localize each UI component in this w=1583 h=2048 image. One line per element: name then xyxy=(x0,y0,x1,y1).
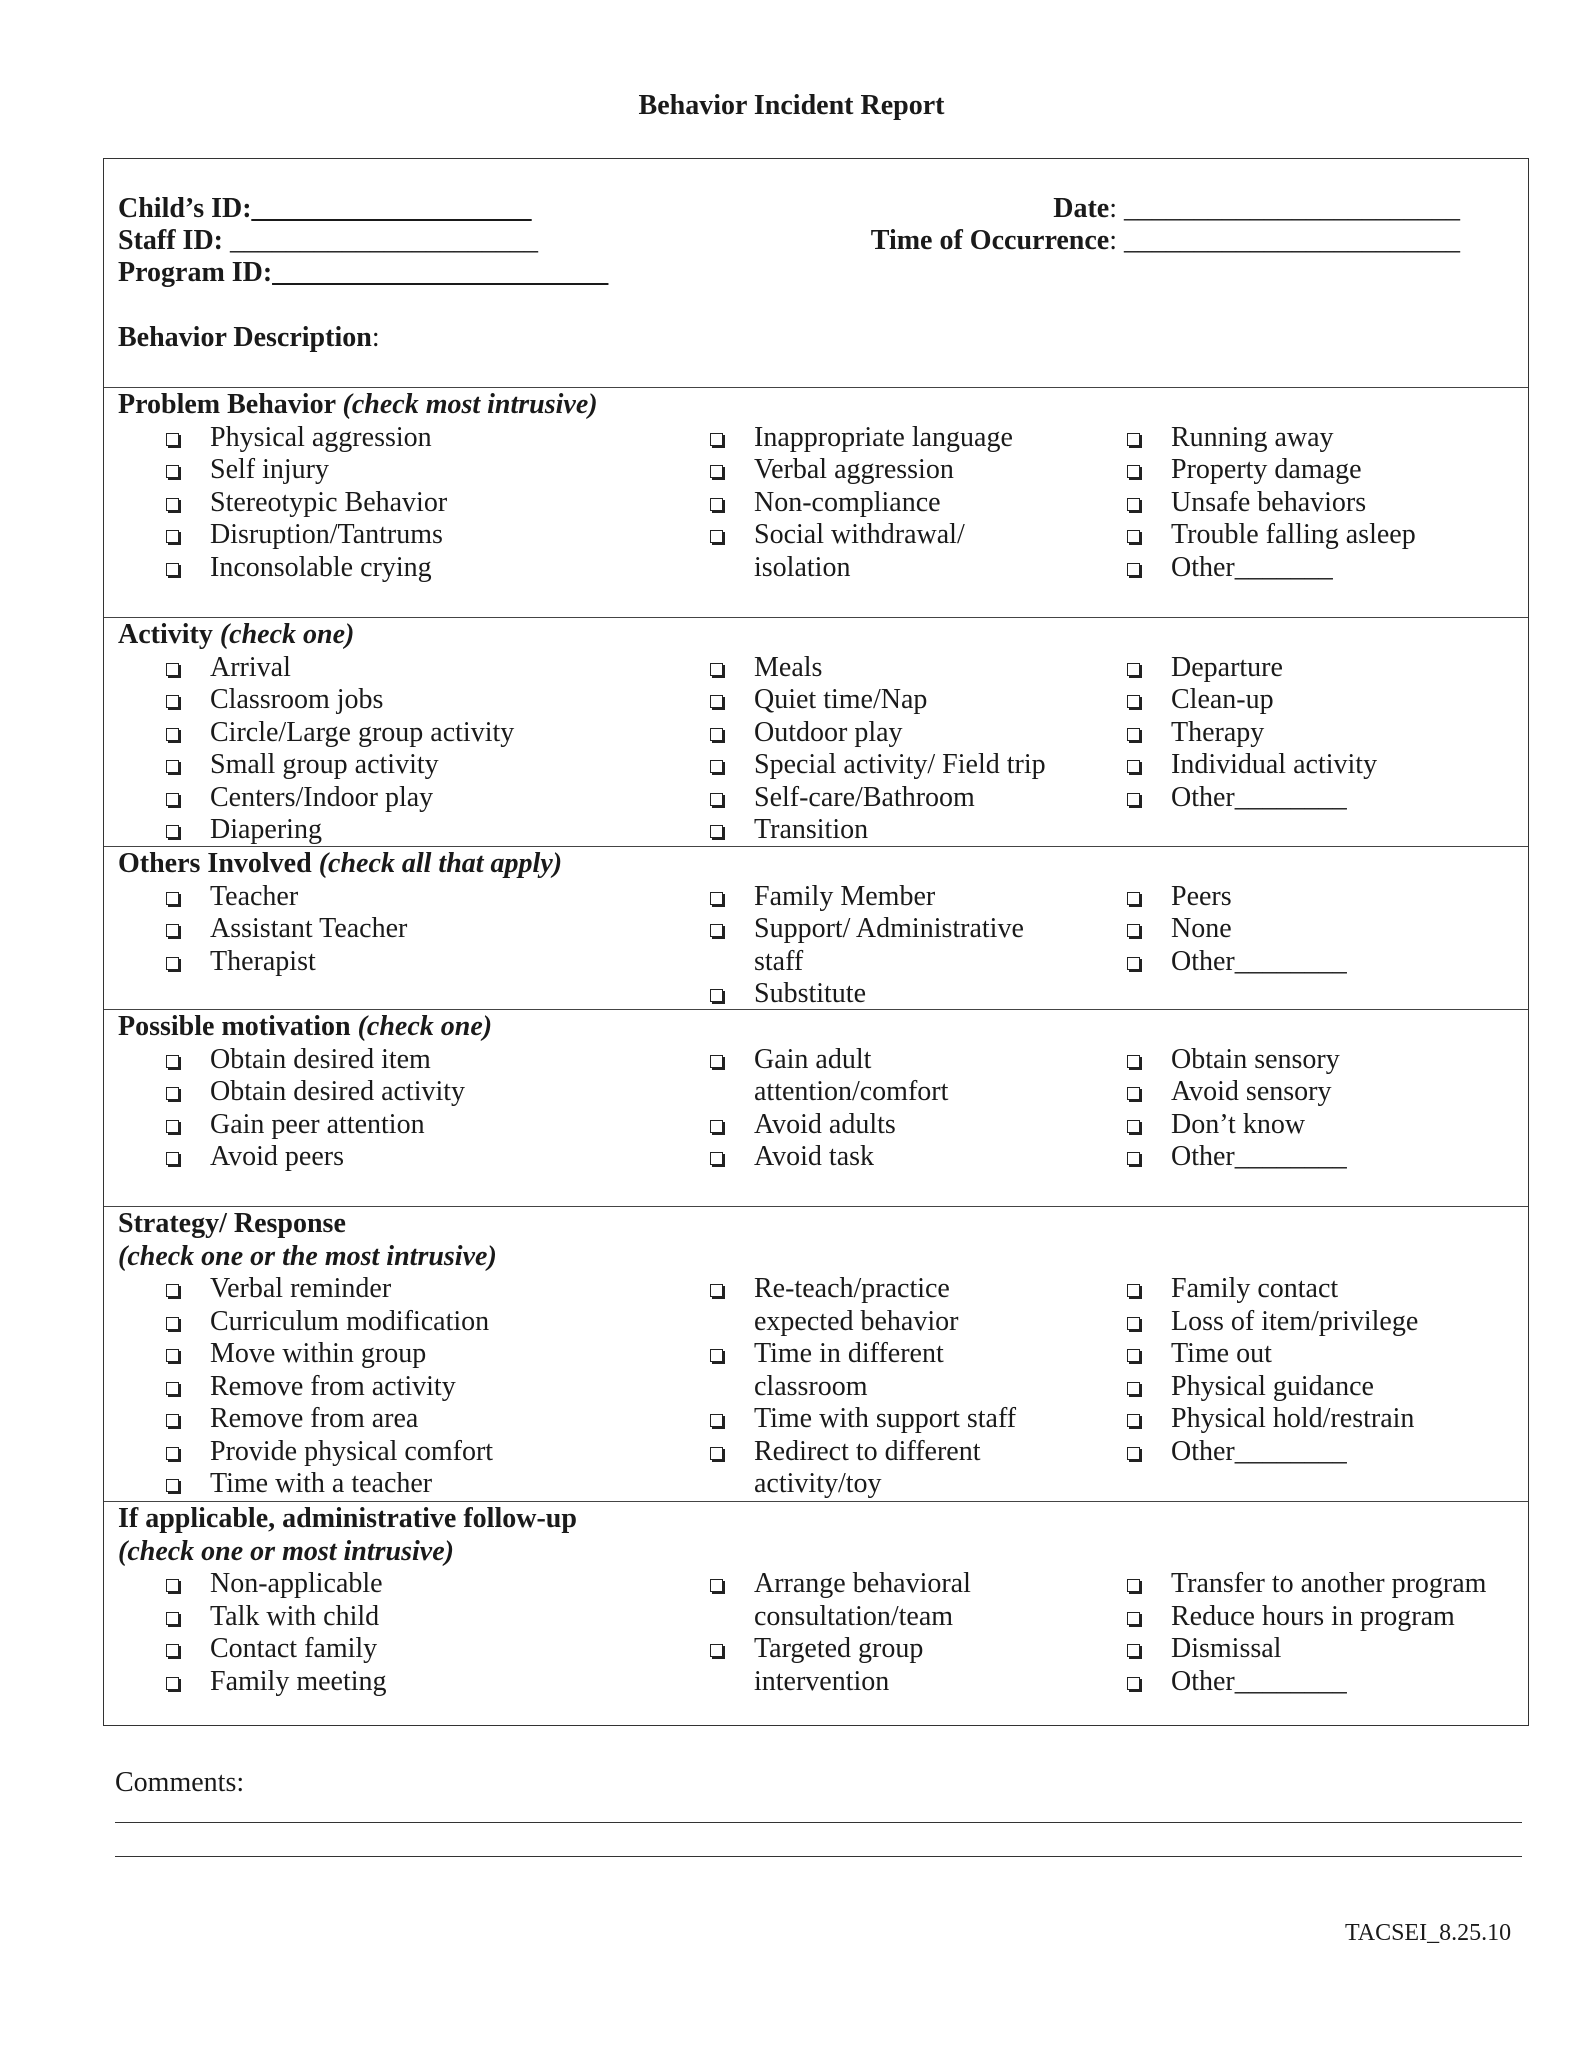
option-label: Quiet time/Nap xyxy=(754,684,928,715)
checkbox[interactable] xyxy=(166,1349,179,1362)
option-label: Redirect to different xyxy=(754,1435,981,1467)
checkbox[interactable] xyxy=(166,1317,179,1330)
page-title: Behavior Incident Report xyxy=(638,90,945,121)
child-id-field[interactable]: Child’s ID:____________________ xyxy=(118,193,532,224)
option-label: Other________ xyxy=(1171,781,1347,813)
checkbox[interactable] xyxy=(710,892,723,905)
option-label: Circle/Large group activity xyxy=(210,716,515,748)
date-label: Date xyxy=(1053,193,1110,224)
checkbox[interactable] xyxy=(166,892,179,905)
others-involved-title: Others Involved xyxy=(118,848,319,879)
option-label: Special activity/ Field trip xyxy=(754,749,1046,780)
staff-id-blank[interactable]: ______________________ xyxy=(223,225,538,256)
section-divider xyxy=(104,1501,1528,1502)
option-label: Unsafe behaviors xyxy=(1171,486,1367,518)
checkbox[interactable] xyxy=(1127,465,1140,478)
checkbox[interactable] xyxy=(1127,728,1140,741)
checkbox[interactable] xyxy=(166,728,179,741)
option-label: Avoid peers xyxy=(210,1141,344,1172)
checkbox[interactable] xyxy=(166,663,179,676)
option-label: Diapering xyxy=(210,814,322,845)
option-label: Transfer to another program xyxy=(1171,1568,1487,1599)
checkbox[interactable] xyxy=(166,825,179,838)
checkbox[interactable] xyxy=(710,989,723,1002)
admin-follow-up-instruction: (check one or most intrusive) xyxy=(118,1535,454,1567)
checkbox[interactable] xyxy=(1127,1677,1140,1690)
checkbox[interactable] xyxy=(710,465,723,478)
option-label: Remove from activity xyxy=(210,1370,456,1402)
checkbox[interactable] xyxy=(166,530,179,543)
option-label: Substitute xyxy=(754,978,867,1009)
checkbox[interactable] xyxy=(166,498,179,511)
checkbox[interactable] xyxy=(1127,1382,1140,1395)
option-label: Property damage xyxy=(1171,454,1362,485)
program-id-field[interactable]: Program ID:________________________ xyxy=(118,257,609,288)
checkbox[interactable] xyxy=(1127,793,1140,806)
checkbox[interactable] xyxy=(1127,892,1140,905)
others-involved-heading xyxy=(118,848,562,880)
admin-follow-up-title: If applicable, administrative follow-up xyxy=(118,1503,577,1534)
option-label: Time in different xyxy=(754,1338,944,1369)
option-label: Non-compliance xyxy=(754,486,941,518)
option-label: Therapist xyxy=(210,945,316,977)
option-label: Other________ xyxy=(1171,1435,1347,1467)
option-label-continued: consultation/team xyxy=(754,1600,954,1632)
section-divider xyxy=(104,846,1528,847)
possible-motivation-heading xyxy=(118,1011,492,1043)
checkbox[interactable] xyxy=(1127,695,1140,708)
option-label: Physical guidance xyxy=(1171,1370,1374,1402)
checkbox[interactable] xyxy=(710,793,723,806)
section-divider xyxy=(104,387,1528,388)
option-label: Other________ xyxy=(1171,945,1347,977)
checkbox[interactable] xyxy=(166,1055,179,1068)
time-label: Time of Occurrence xyxy=(870,225,1110,256)
checkbox[interactable] xyxy=(1127,1152,1140,1165)
staff-id-label: Staff ID: xyxy=(118,225,223,256)
option-label-continued: attention/comfort xyxy=(754,1076,949,1107)
checkbox[interactable] xyxy=(1127,563,1140,576)
option-label: Stereotypic Behavior xyxy=(210,486,448,518)
option-label: Assistant Teacher xyxy=(210,913,408,944)
option-label: Obtain desired activity xyxy=(210,1076,466,1107)
option-label: Other________ xyxy=(1171,1665,1347,1697)
problem-behavior-instruction: (check most intrusive) xyxy=(342,389,598,420)
checkbox[interactable] xyxy=(166,465,179,478)
checkbox[interactable] xyxy=(710,498,723,511)
behavior-description-field[interactable] xyxy=(118,322,380,354)
checkbox[interactable] xyxy=(1127,760,1140,773)
staff-id-field[interactable] xyxy=(118,225,538,257)
strategy-response-title: Strategy/ Response xyxy=(118,1208,346,1239)
option-label: Obtain desired item xyxy=(210,1043,431,1075)
date-blank[interactable]: : ________________________ xyxy=(1109,193,1460,224)
time-field[interactable] xyxy=(871,225,1460,257)
checkbox[interactable] xyxy=(1127,1447,1140,1460)
option-label: Arrival xyxy=(210,651,291,683)
option-label: Avoid sensory xyxy=(1171,1076,1332,1107)
option-label: Targeted group xyxy=(754,1633,924,1664)
section-divider xyxy=(104,617,1528,618)
checkbox[interactable] xyxy=(166,924,179,937)
checkbox[interactable] xyxy=(1127,663,1140,676)
option-label: Re-teach/practice xyxy=(754,1273,950,1304)
option-label: Avoid adults xyxy=(754,1108,896,1140)
option-label: Centers/Indoor play xyxy=(210,781,434,813)
option-label: Clean-up xyxy=(1171,684,1274,715)
checkbox[interactable] xyxy=(1127,1579,1140,1592)
checkbox[interactable] xyxy=(710,1152,723,1165)
option-label: Family contact xyxy=(1171,1273,1339,1304)
checkbox[interactable] xyxy=(1127,957,1140,970)
option-label: Meals xyxy=(754,651,823,683)
comments-label: Comments: xyxy=(115,1767,245,1798)
problem-behavior-heading xyxy=(118,389,598,421)
option-label-continued: activity/toy xyxy=(754,1468,882,1499)
checkbox[interactable] xyxy=(710,1120,723,1133)
option-label: Verbal reminder xyxy=(210,1273,392,1304)
section-divider xyxy=(104,1206,1528,1207)
option-label-continued: classroom xyxy=(754,1370,868,1402)
checkbox[interactable] xyxy=(166,760,179,773)
checkbox[interactable] xyxy=(710,695,723,708)
option-label-continued: intervention xyxy=(754,1665,890,1697)
incident-form xyxy=(103,158,1529,1726)
checkbox[interactable] xyxy=(1127,530,1140,543)
option-label: Time out xyxy=(1171,1338,1272,1369)
checkbox[interactable] xyxy=(1127,498,1140,511)
option-label: Avoid task xyxy=(754,1141,875,1172)
checkbox[interactable] xyxy=(710,1644,723,1657)
option-label: Classroom jobs xyxy=(210,684,384,715)
checkbox[interactable] xyxy=(1127,1087,1140,1100)
checkbox[interactable] xyxy=(166,1612,179,1625)
option-label: Inappropriate language xyxy=(754,421,1013,453)
option-label: Talk with child xyxy=(210,1600,380,1632)
checkbox[interactable] xyxy=(166,433,179,446)
checkbox[interactable] xyxy=(166,1447,179,1460)
option-label: Physical hold/restrain xyxy=(1171,1403,1415,1434)
option-label: Provide physical comfort xyxy=(210,1435,494,1467)
checkbox[interactable] xyxy=(710,1055,723,1068)
option-label: Therapy xyxy=(1171,716,1265,748)
checkbox[interactable] xyxy=(710,530,723,543)
option-label: Social withdrawal/ xyxy=(754,519,965,550)
possible-motivation-title: Possible motivation xyxy=(118,1011,358,1042)
checkbox[interactable] xyxy=(710,1284,723,1297)
checkbox[interactable] xyxy=(166,1120,179,1133)
activity-heading xyxy=(118,619,354,651)
option-label: Disruption/Tantrums xyxy=(210,519,443,550)
option-label-continued: isolation xyxy=(754,551,851,583)
option-label: Other_______ xyxy=(1171,551,1333,583)
option-label: Running away xyxy=(1171,421,1334,453)
checkbox[interactable] xyxy=(1127,1120,1140,1133)
option-label: Outdoor play xyxy=(754,716,903,748)
checkbox[interactable] xyxy=(710,825,723,838)
option-label: Other________ xyxy=(1171,1141,1347,1172)
checkbox[interactable] xyxy=(710,1579,723,1592)
option-label: Transition xyxy=(754,814,869,845)
checkbox[interactable] xyxy=(166,1284,179,1297)
checkbox[interactable] xyxy=(1127,1317,1140,1330)
option-label: Teacher xyxy=(210,880,299,912)
possible-motivation-instruction: (check one) xyxy=(357,1011,493,1042)
option-label: Obtain sensory xyxy=(1171,1043,1340,1075)
checkbox[interactable] xyxy=(166,1414,179,1427)
option-label: Individual activity xyxy=(1171,749,1378,780)
option-label: Family Member xyxy=(754,880,936,912)
option-label: Remove from area xyxy=(210,1403,419,1434)
option-label: Non-applicable xyxy=(210,1568,383,1599)
activity-title: Activity xyxy=(118,619,220,650)
checkbox[interactable] xyxy=(1127,1055,1140,1068)
checkbox[interactable] xyxy=(166,957,179,970)
checkbox[interactable] xyxy=(710,1414,723,1427)
checkbox[interactable] xyxy=(166,793,179,806)
option-label: Time with a teacher xyxy=(210,1468,433,1499)
checkbox[interactable] xyxy=(1127,924,1140,937)
checkbox[interactable] xyxy=(166,1677,179,1690)
option-label: Loss of item/privilege xyxy=(1171,1305,1419,1337)
checkbox[interactable] xyxy=(1127,1644,1140,1657)
option-label: None xyxy=(1171,913,1232,944)
option-label: Don’t know xyxy=(1171,1108,1306,1140)
checkbox[interactable] xyxy=(166,1579,179,1592)
option-label: Dismissal xyxy=(1171,1633,1282,1664)
comments-line-2[interactable] xyxy=(115,1856,1522,1857)
behavior-description-colon: : xyxy=(371,322,380,353)
checkbox[interactable] xyxy=(166,1382,179,1395)
option-label: Departure xyxy=(1171,651,1283,683)
checkbox[interactable] xyxy=(710,760,723,773)
option-label: Gain adult xyxy=(754,1043,872,1075)
behavior-description-label: Behavior Description xyxy=(118,322,372,353)
option-label: Contact family xyxy=(210,1633,378,1664)
option-label: Inconsolable crying xyxy=(210,551,432,583)
checkbox[interactable] xyxy=(710,924,723,937)
activity-instruction: (check one) xyxy=(219,619,355,650)
others-involved-instruction: (check all that apply) xyxy=(318,848,563,879)
checkbox[interactable] xyxy=(166,1087,179,1100)
checkbox[interactable] xyxy=(1127,1349,1140,1362)
option-label: Time with support staff xyxy=(754,1403,1017,1434)
option-label: Arrange behavioral xyxy=(754,1568,971,1599)
checkbox[interactable] xyxy=(1127,1284,1140,1297)
option-label: Move within group xyxy=(210,1338,427,1369)
checkbox[interactable] xyxy=(1127,433,1140,446)
checkbox[interactable] xyxy=(166,1152,179,1165)
checkbox[interactable] xyxy=(710,433,723,446)
option-label: Physical aggression xyxy=(210,421,432,453)
date-field[interactable] xyxy=(1053,193,1460,225)
option-label: Support/ Administrative xyxy=(754,913,1024,944)
option-label: Verbal aggression xyxy=(754,454,954,485)
option-label: Self injury xyxy=(210,454,329,485)
option-label-continued: expected behavior xyxy=(754,1305,959,1337)
option-label: Curriculum modification xyxy=(210,1305,490,1337)
form-code: TACSEI_8.25.10 xyxy=(1345,1920,1512,1946)
checkbox[interactable] xyxy=(166,695,179,708)
checkbox[interactable] xyxy=(166,1479,179,1492)
checkbox[interactable] xyxy=(166,563,179,576)
option-label: Self-care/Bathroom xyxy=(754,781,975,813)
option-label: Peers xyxy=(1171,880,1232,912)
checkbox[interactable] xyxy=(710,1349,723,1362)
checkbox[interactable] xyxy=(710,1447,723,1460)
comments-line-1[interactable] xyxy=(115,1822,1522,1823)
checkbox[interactable] xyxy=(1127,1612,1140,1625)
checkbox[interactable] xyxy=(710,663,723,676)
option-label-continued: staff xyxy=(754,945,804,977)
option-label: Reduce hours in program xyxy=(1171,1600,1455,1632)
checkbox[interactable] xyxy=(166,1644,179,1657)
time-blank[interactable]: : ________________________ xyxy=(1109,225,1460,256)
option-label: Gain peer attention xyxy=(210,1108,425,1140)
option-label: Trouble falling asleep xyxy=(1171,519,1416,550)
strategy-response-instruction: (check one or the most intrusive) xyxy=(118,1240,497,1272)
checkbox[interactable] xyxy=(1127,1414,1140,1427)
problem-behavior-title: Problem Behavior xyxy=(118,389,343,420)
option-label: Small group activity xyxy=(210,749,439,780)
checkbox[interactable] xyxy=(710,728,723,741)
option-label: Family meeting xyxy=(210,1665,387,1697)
